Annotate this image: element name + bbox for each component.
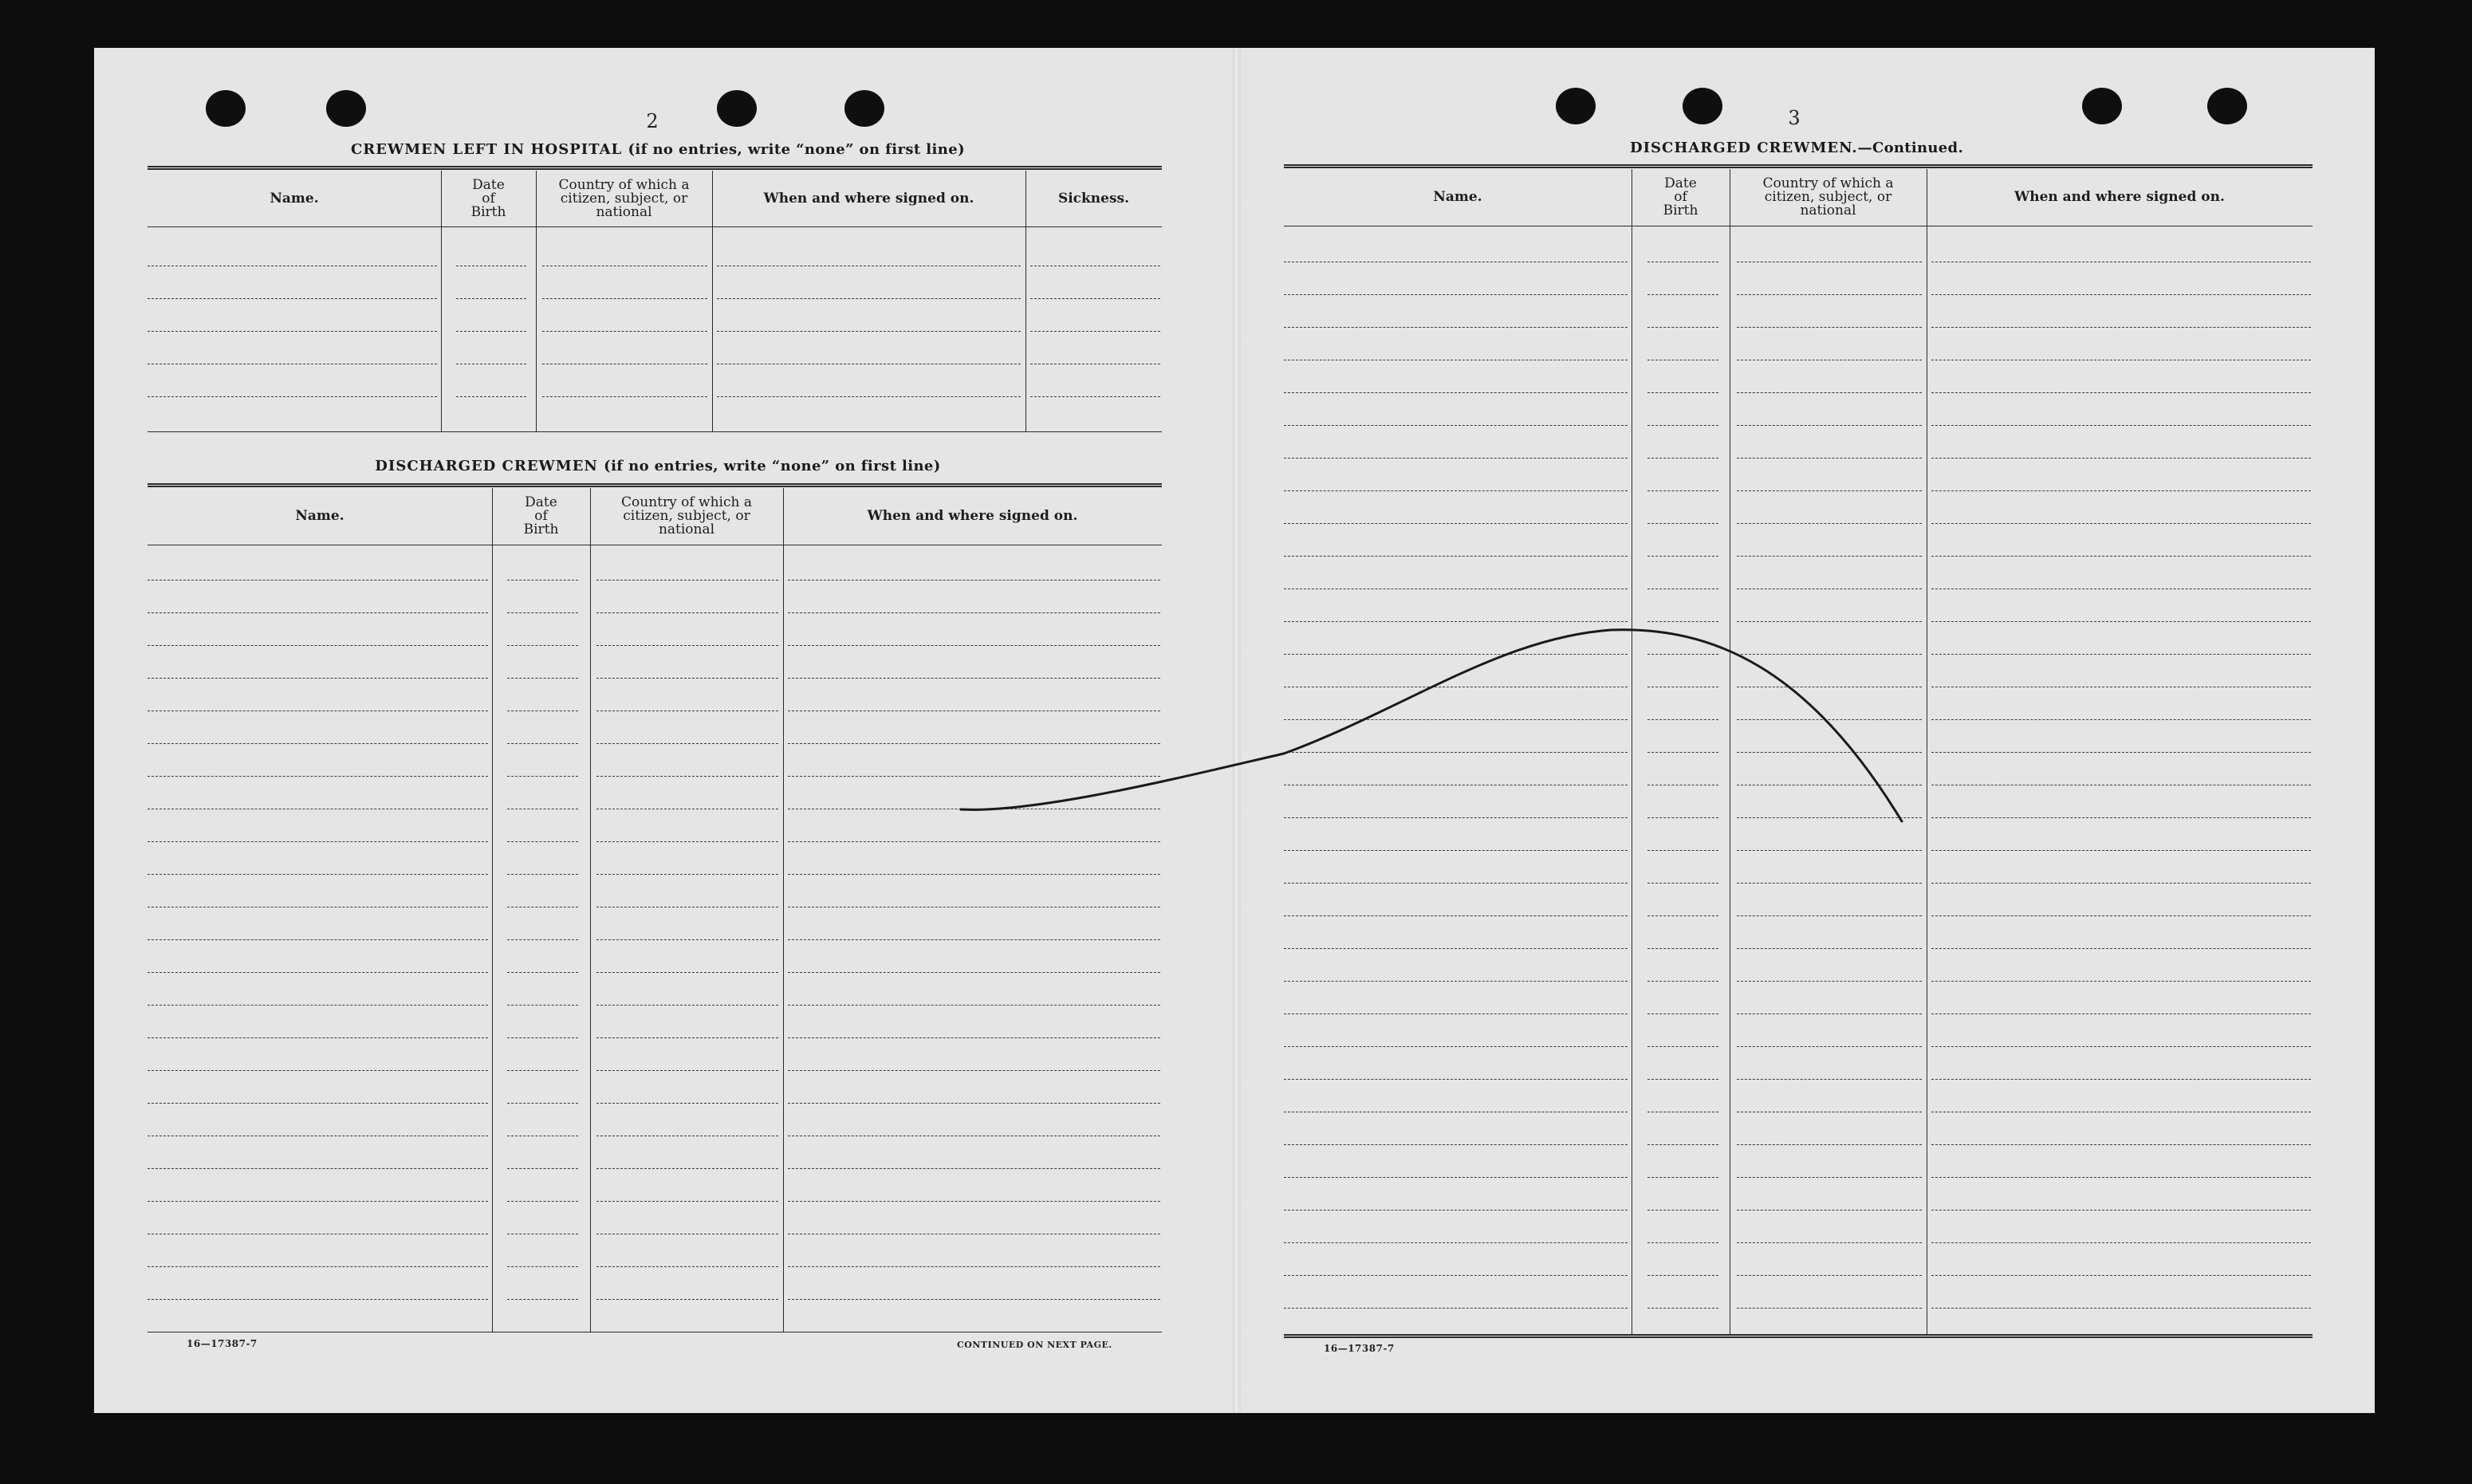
hospital-col-sickness: Sickness.: [1057, 190, 1130, 207]
hospital-col-signed: When and where signed on.: [763, 190, 974, 207]
continued-col-dob: Date of Birth: [1663, 175, 1699, 218]
discharged-col-name: Name.: [295, 508, 344, 524]
hospital-col-country: Country of which a citizen, subject, or national: [558, 176, 690, 220]
continued-col-signed: When and where signed on.: [2014, 189, 2225, 205]
discharged-col-country: Country of which a citizen, subject, or national: [621, 494, 752, 537]
hospital-section-title: CREWMEN LEFT IN HOSPITAL (if no entries, write “none” on first line): [350, 141, 966, 158]
page-number-left: 2: [646, 110, 659, 132]
form-number-right: 16—17387-7: [1324, 1343, 1395, 1354]
discharged-col-signed: When and where signed on.: [867, 508, 1078, 524]
discharged-col-dob: Date of Birth: [523, 494, 559, 537]
hospital-col-dob: Date of Birth: [470, 176, 506, 220]
hospital-col-name: Name.: [270, 190, 319, 207]
form-number-left: 16—17387-7: [187, 1338, 258, 1349]
discharged-continued-title: DISCHARGED CREWMEN.—Continued.: [1629, 140, 1964, 156]
continued-col-name: Name.: [1433, 189, 1482, 205]
continued-col-country: Country of which a citizen, subject, or national: [1762, 175, 1894, 218]
page-number-right: 3: [1788, 107, 1801, 129]
continued-note: CONTINUED ON NEXT PAGE.: [957, 1340, 1112, 1350]
discharged-section-title: DISCHARGED CREWMEN (if no entries, write “none” on first line): [375, 458, 941, 474]
